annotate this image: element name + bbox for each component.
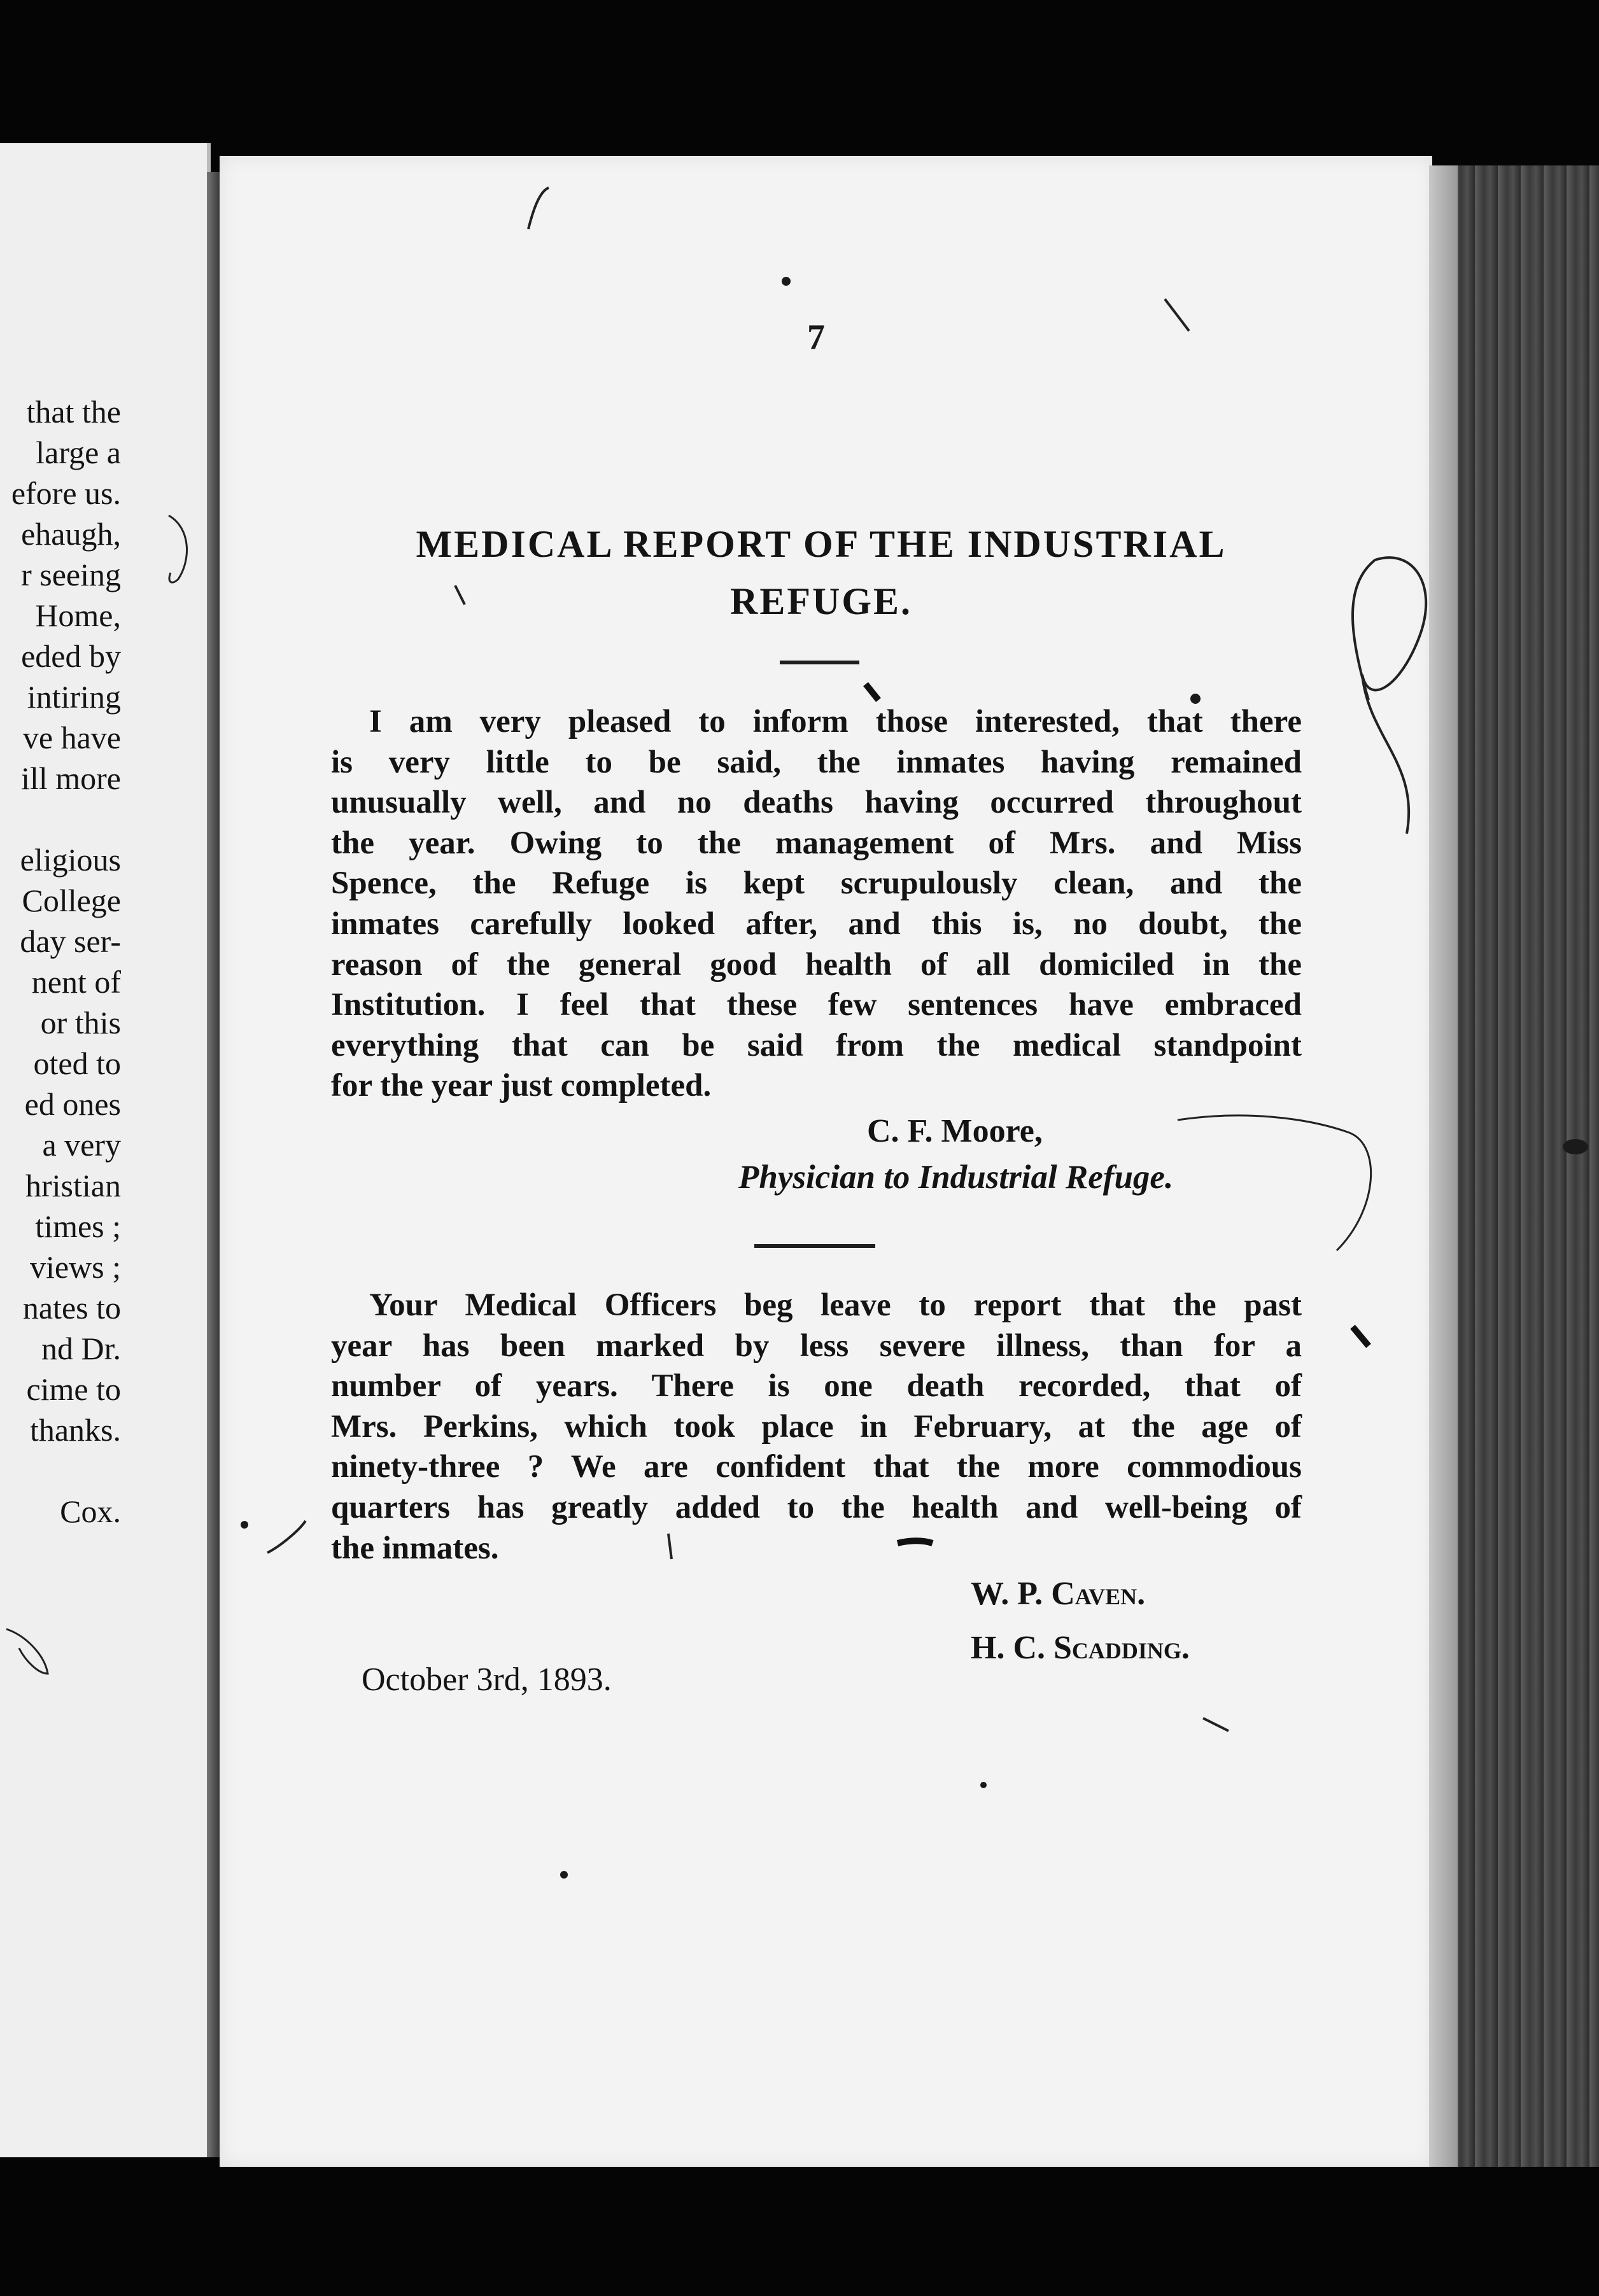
title-line-1: MEDICAL REPORT OF THE INDUSTRIAL xyxy=(416,523,1227,565)
left-page-line: day ser- xyxy=(20,923,121,959)
paragraph-line: inmates carefully looked after, and this is, no doubt, the xyxy=(331,906,1302,942)
page-number: 7 xyxy=(807,318,825,357)
paragraph-line: Institution. I feel that these few sentences have embraced xyxy=(331,987,1302,1023)
left-page-line: cime to xyxy=(26,1371,121,1407)
left-page-line: eded by xyxy=(21,638,121,674)
left-page-line: views ; xyxy=(29,1249,121,1285)
speck xyxy=(782,277,791,286)
paragraph-line: quarters has greatly added to the health and well-being of xyxy=(331,1489,1302,1525)
left-page-line: College xyxy=(22,883,121,918)
paragraph-line: ninety-three ? We are confident that the more commodious xyxy=(331,1449,1302,1485)
left-page-line: that the xyxy=(26,394,121,430)
paragraph-line: year has been marked by less severe illness, than for a xyxy=(331,1327,1302,1364)
signature-moore-title: Physician to Industrial Refuge. xyxy=(738,1159,1174,1196)
speck xyxy=(1190,694,1201,704)
paragraph-line: reason of the general good health of all domiciled in the xyxy=(331,946,1302,983)
left-page-line: nd Dr. xyxy=(41,1331,121,1366)
speck xyxy=(980,1782,987,1788)
left-page-line: eligious xyxy=(20,842,121,878)
left-page-line: ed ones xyxy=(24,1086,121,1122)
paragraph-line: I am very pleased to inform those interested, that there xyxy=(369,704,1302,739)
left-page-line: or this xyxy=(40,1005,121,1040)
left-page-line: ill more xyxy=(21,760,121,796)
signature-caven: W. P. Caven. xyxy=(971,1576,1146,1612)
speck xyxy=(560,1871,568,1879)
paragraph-line: Spence, the Refuge is kept scrupulously clean, and the xyxy=(331,865,1302,902)
paragraph-line: the year. Owing to the management of Mrs. and Miss xyxy=(331,825,1302,861)
paragraph-line: is very little to be said, the inmates having remained xyxy=(331,744,1302,780)
left-page-line: large a xyxy=(36,435,121,470)
left-page-line: a very xyxy=(42,1127,121,1163)
paragraph-line: number of years. There is one death recorded, that of xyxy=(331,1368,1302,1404)
left-page-line: nates to xyxy=(22,1290,121,1326)
paragraph-line: the inmates. xyxy=(331,1530,499,1566)
speck xyxy=(241,1521,248,1529)
left-page-line: nent of xyxy=(31,964,121,1000)
left-page-line: oted to xyxy=(33,1046,121,1081)
left-page-line: hristian xyxy=(25,1168,121,1203)
paragraph-line: unusually well, and no deaths having occurred throughout xyxy=(331,785,1302,821)
signature-scadding: H. C. Scadding. xyxy=(971,1630,1190,1666)
paragraph-line: everything that can be said from the medical standpoint xyxy=(331,1027,1302,1063)
left-page-line: intiring xyxy=(27,679,121,715)
paragraph-line: Your Medical Officers beg leave to report that the past xyxy=(369,1287,1302,1323)
paragraph-line: Mrs. Perkins, which took place in February, at the age of xyxy=(331,1408,1302,1445)
report-date: October 3rd, 1893. xyxy=(362,1662,612,1698)
paragraph-line: for the year just completed. xyxy=(331,1068,712,1104)
left-page-line: r seeing xyxy=(21,557,121,592)
left-page-line: times ; xyxy=(35,1208,121,1244)
left-page-line: ehaugh, xyxy=(21,516,121,552)
left-page-line: Cox. xyxy=(60,1494,121,1529)
speck xyxy=(1563,1139,1588,1154)
left-page-line: efore us. xyxy=(11,475,121,511)
left-page-line: Home, xyxy=(35,598,121,633)
title-line-2: REFUGE. xyxy=(729,580,913,622)
signature-moore: C. F. Moore, xyxy=(867,1113,1043,1149)
left-page-line: thanks. xyxy=(29,1412,121,1448)
left-page-line: ve have xyxy=(22,720,121,755)
